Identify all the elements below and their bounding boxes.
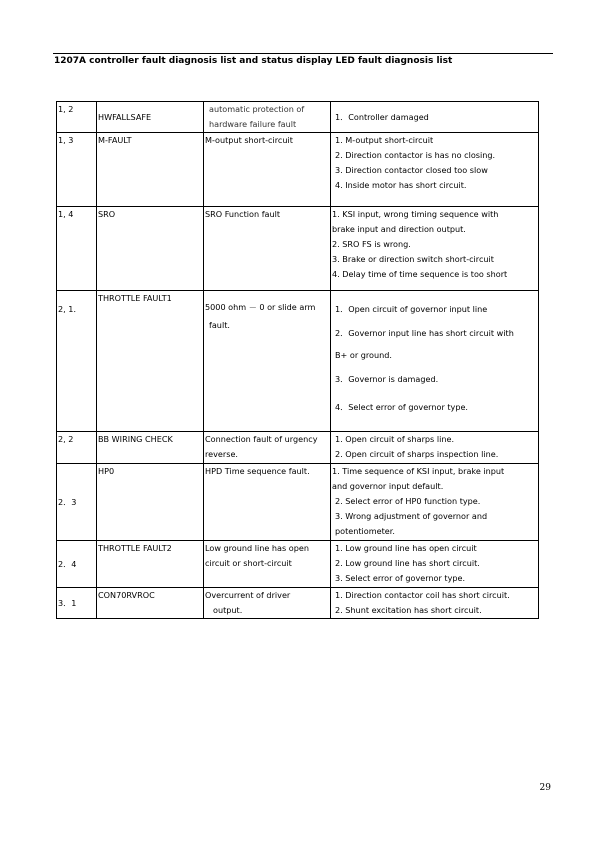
fault-description-cell: automatic protection of hardware failure fault (204, 102, 331, 133)
table-row (57, 432, 539, 464)
fault-name-cell: SRO (97, 207, 204, 291)
page-number: 29 (539, 783, 551, 793)
fault-name-cell: HWFALLSAFE (97, 102, 204, 133)
fault-description-cell: M-output short-circuit (204, 133, 331, 207)
fault-code-cell: 2．3 (57, 464, 97, 541)
fault-name-cell: THROTTLE FAULT2 (97, 541, 204, 588)
fault-name-cell: HP0 (97, 464, 204, 541)
table-row (57, 102, 539, 133)
fault-causes-cell: 1．Open circuit of governor input line 2．Governor input line has short circuit with B+ or ground. 3．Governor is damaged. 4．Select error of governor type. (331, 291, 539, 432)
fault-code-cell: 2．4 (57, 541, 97, 588)
table-row (57, 291, 539, 432)
table-row (57, 588, 539, 619)
fault-causes-cell: 1. Direction contactor coil has short circuit. 2. Shunt excitation has short circuit. (331, 588, 539, 619)
fault-description-cell: HPD Time sequence fault. (204, 464, 331, 541)
fault-code-cell: 2, 1． (57, 291, 97, 432)
table-row (57, 133, 539, 207)
page-title: 1207A controller fault diagnosis list and status display LED fault diagnosis list (54, 56, 453, 66)
fault-code-cell: 2, 2 (57, 432, 97, 464)
fault-causes-cell: 1. Time sequence of KSI input, brake input and governor input default. 2. Select error of HP0 function type. 3. Wrong adjustment of governor and potentiometer. (331, 464, 539, 541)
fault-causes-cell: 1. M-output short-circuit 2. Direction contactor is has no closing. 3. Direction contactor closed too slow 4. Inside motor has short circuit. (331, 133, 539, 207)
fault-code-cell: 1, 4 (57, 207, 97, 291)
fault-causes-cell: 1．Controller damaged (331, 102, 539, 133)
header-rule (53, 53, 553, 54)
fault-description-cell: Overcurrent of driver output. (204, 588, 331, 619)
fault-causes-cell: 1. Open circuit of sharps line. 2. Open circuit of sharps inspection line. (331, 432, 539, 464)
fault-diagnosis-table (56, 101, 539, 619)
fault-causes-cell: 1. KSI input, wrong timing sequence with brake input and direction output. 2. SRO FS is wrong. 3. Brake or direction switch short-circuit 4. Delay time of time sequence is too short (331, 207, 539, 291)
fault-name-cell: CON70RVROC (97, 588, 204, 619)
fault-code-cell: 1, 2 (57, 102, 97, 133)
fault-name-cell: BB WIRING CHECK (97, 432, 204, 464)
fault-name-cell: M-FAULT (97, 133, 204, 207)
fault-description-cell: Connection fault of urgency reverse. (204, 432, 331, 464)
fault-causes-cell: 1. Low ground line has open circuit 2. Low ground line has short circuit. 3. Select error of governor type. (331, 541, 539, 588)
table-row (57, 541, 539, 588)
fault-name-cell: THROTTLE FAULT1 (97, 291, 204, 432)
fault-description-cell: 5000 ohm － 0 or slide arm fault. (204, 291, 331, 432)
fault-code-cell: 3．1 (57, 588, 97, 619)
fault-code-cell: 1, 3 (57, 133, 97, 207)
table-row (57, 207, 539, 291)
fault-description-cell: Low ground line has open circuit or short-circuit (204, 541, 331, 588)
table-row (57, 464, 539, 541)
fault-description-cell: SRO Function fault (204, 207, 331, 291)
